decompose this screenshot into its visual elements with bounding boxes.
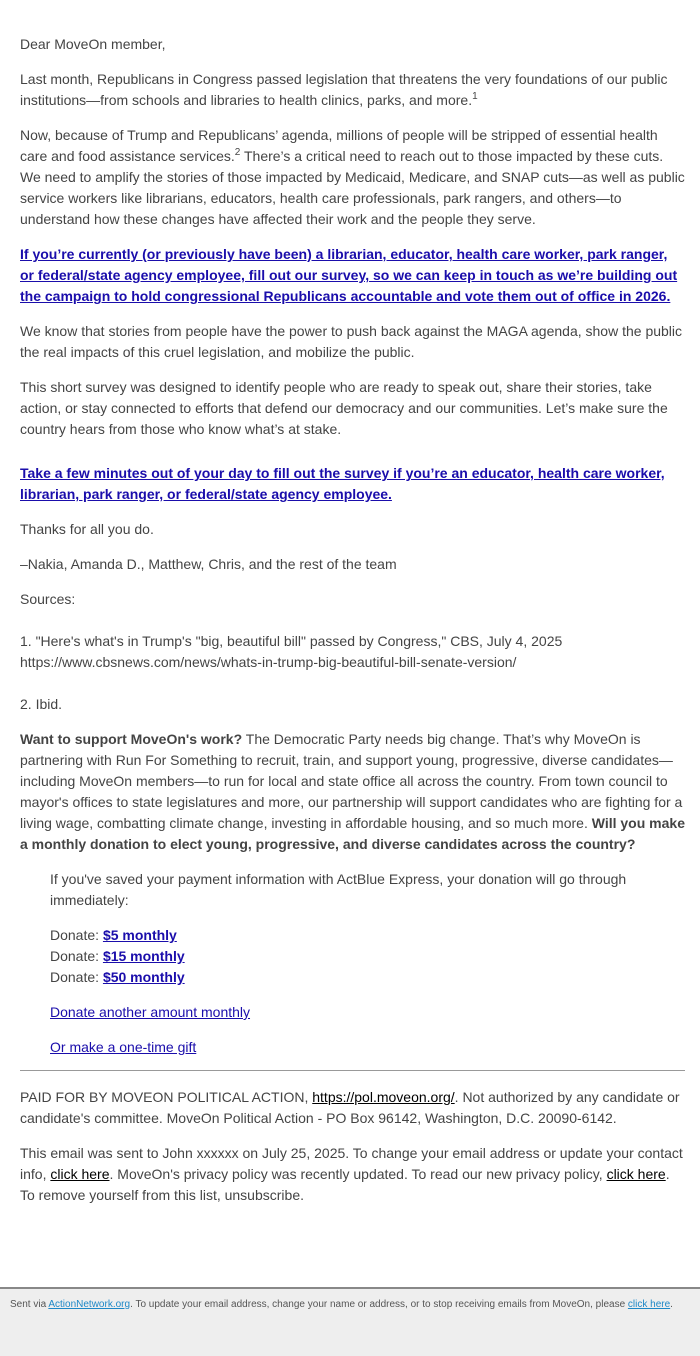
donate-option-row	[50, 925, 685, 946]
sent-notice-text-c: . To remove yourself from this list, unsubscribe.	[20, 1166, 670, 1203]
survey-link-paragraph-2	[20, 463, 685, 505]
actionnetwork-link[interactable]: ActionNetwork.org	[48, 1299, 131, 1310]
sent-notice-text-a: This email was sent to John xxxxxx on July 25, 2025. To change your email address or update your contact info,	[20, 1145, 683, 1182]
pol-moveon-link[interactable]: https://pol.moveon.org/	[312, 1089, 455, 1105]
donate-another-paragraph	[50, 1002, 685, 1023]
sources-heading: Sources:	[20, 591, 76, 607]
sent-notice	[20, 1143, 685, 1206]
footnote-ref-2: 2	[234, 147, 241, 158]
paid-for-text-b: . Not authorized by any candidate or candidate's committee. MoveOn Political Action - PO Box 96142, Washington, D.C. 20090-6142.	[20, 1089, 680, 1126]
donate-5-monthly-link[interactable]: $5 monthly	[102, 927, 177, 943]
section-divider	[20, 1070, 685, 1071]
support-body: The Democratic Party needs big change. That’s why MoveOn is partnering with Run For Something to recruit, train, and support young, progressive, diverse candidates—including MoveOn members—to run for local and state office all across the country. From town council to mayor's offices to state legislatures and more, our partnership will support candidates who are fighting for a living wage, combatting climate change, investing in affordable housing, and so much more.	[20, 731, 683, 831]
donate-another-amount-link[interactable]: Donate another amount monthly	[50, 1004, 251, 1020]
thanks-line: Thanks for all you do.	[20, 521, 154, 537]
donate-15-monthly-link[interactable]: $15 monthly	[102, 948, 185, 964]
paragraph-survey-purpose: This short survey was designed to identify people who are ready to speak out, share their stories, take action, or stay connected to efforts that defend our democracy and our communities. Let’s make sure the country hears from those who know what’s at stake.	[20, 379, 668, 437]
paid-for-text-a: PAID FOR BY MOVEON POLITICAL ACTION,	[20, 1089, 313, 1105]
donate-option-row	[50, 946, 685, 967]
update-contact-link[interactable]: click here	[50, 1166, 110, 1182]
donate-prefix: Donate:	[50, 969, 103, 985]
footnote-ref-1: 1	[472, 91, 478, 102]
one-time-gift-paragraph	[50, 1037, 685, 1058]
paragraph-agenda-text-a: Now, because of Trump and Republicans’ agenda, millions of people will be stripped of essential health care and food assistance services.	[20, 127, 658, 164]
source-item-1-text: 1. "Here's what's in Trump's "big, beautiful bill" passed by Congress," CBS, July 4, 2025	[20, 633, 563, 649]
donate-option-row	[50, 967, 685, 988]
paragraph-legislation-text: Last month, Republicans in Congress passed legislation that threatens the very foundations of our public institutions—from schools and libraries to health clinics, parks, and more.	[20, 71, 668, 108]
privacy-policy-link[interactable]: click here	[606, 1166, 666, 1182]
donate-prefix: Donate:	[50, 927, 103, 943]
source-item-2: 2. Ibid.	[20, 696, 63, 712]
signature: –Nakia, Amanda D., Matthew, Chris, and the rest of the team	[20, 556, 397, 572]
donation-block	[50, 869, 685, 1058]
paragraph-legislation	[20, 69, 685, 111]
paragraph-stories: We know that stories from people have the power to push back against the MAGA agenda, show the public the real impacts of this cruel legislation, and mobilize the public.	[20, 323, 683, 360]
actblue-note: If you've saved your payment information with ActBlue Express, your donation will go through immediately:	[50, 871, 627, 908]
support-close: Will you make a monthly donation to elect young, progressive, and diverse candidates across the country?	[20, 815, 685, 852]
one-time-gift-link[interactable]: Or make a one-time gift	[50, 1039, 197, 1055]
source-item-1	[20, 631, 685, 673]
survey-link-1[interactable]: If you’re currently (or previously have been) a librarian, educator, health care worker, park ranger, or federal/state agency employee, fill out our survey, so we can keep in touch as we’re building out the campaign to hold congressional Republicans accountable and vote them out of office in 2026.	[20, 246, 678, 304]
sent-notice-text-b: . MoveOn's privacy policy was recently updated. To read our new privacy policy,	[109, 1166, 607, 1182]
email-body	[20, 34, 685, 1220]
support-paragraph	[20, 729, 685, 855]
donate-prefix: Donate:	[50, 948, 103, 964]
support-lead: Want to support MoveOn's work?	[20, 731, 243, 747]
source-item-1-url: https://www.cbsnews.com/news/whats-in-trump-big-beautiful-bill-senate-version/	[20, 654, 517, 670]
paragraph-agenda	[20, 125, 685, 230]
footer-bar	[0, 1287, 700, 1356]
footer-text-a: Sent via	[10, 1299, 49, 1310]
donate-50-monthly-link[interactable]: $50 monthly	[102, 969, 185, 985]
footer-text-c: .	[670, 1299, 673, 1310]
paragraph-agenda-text-b: There’s a critical need to reach out to those impacted by these cuts. We need to amplify the stories of those impacted by Medicaid, Medicare, and SNAP cuts—as well as public service workers like librarians, educators, health care professionals, park rangers, and others—to understand how these changes have affected their work and the people they serve.	[20, 148, 685, 227]
footer-text-b: . To update your email address, change your name or address, or to stop receiving emails from MoveOn, please	[130, 1299, 628, 1310]
paid-for-disclaimer	[20, 1087, 685, 1129]
survey-link-2[interactable]: Take a few minutes out of your day to fill out the survey if you’re an educator, health care worker, librarian, park ranger, or federal/state agency employee.	[20, 465, 665, 502]
footer-click-here-link[interactable]: click here	[627, 1299, 671, 1310]
survey-link-paragraph-1	[20, 244, 685, 307]
greeting: Dear MoveOn member,	[20, 36, 166, 52]
